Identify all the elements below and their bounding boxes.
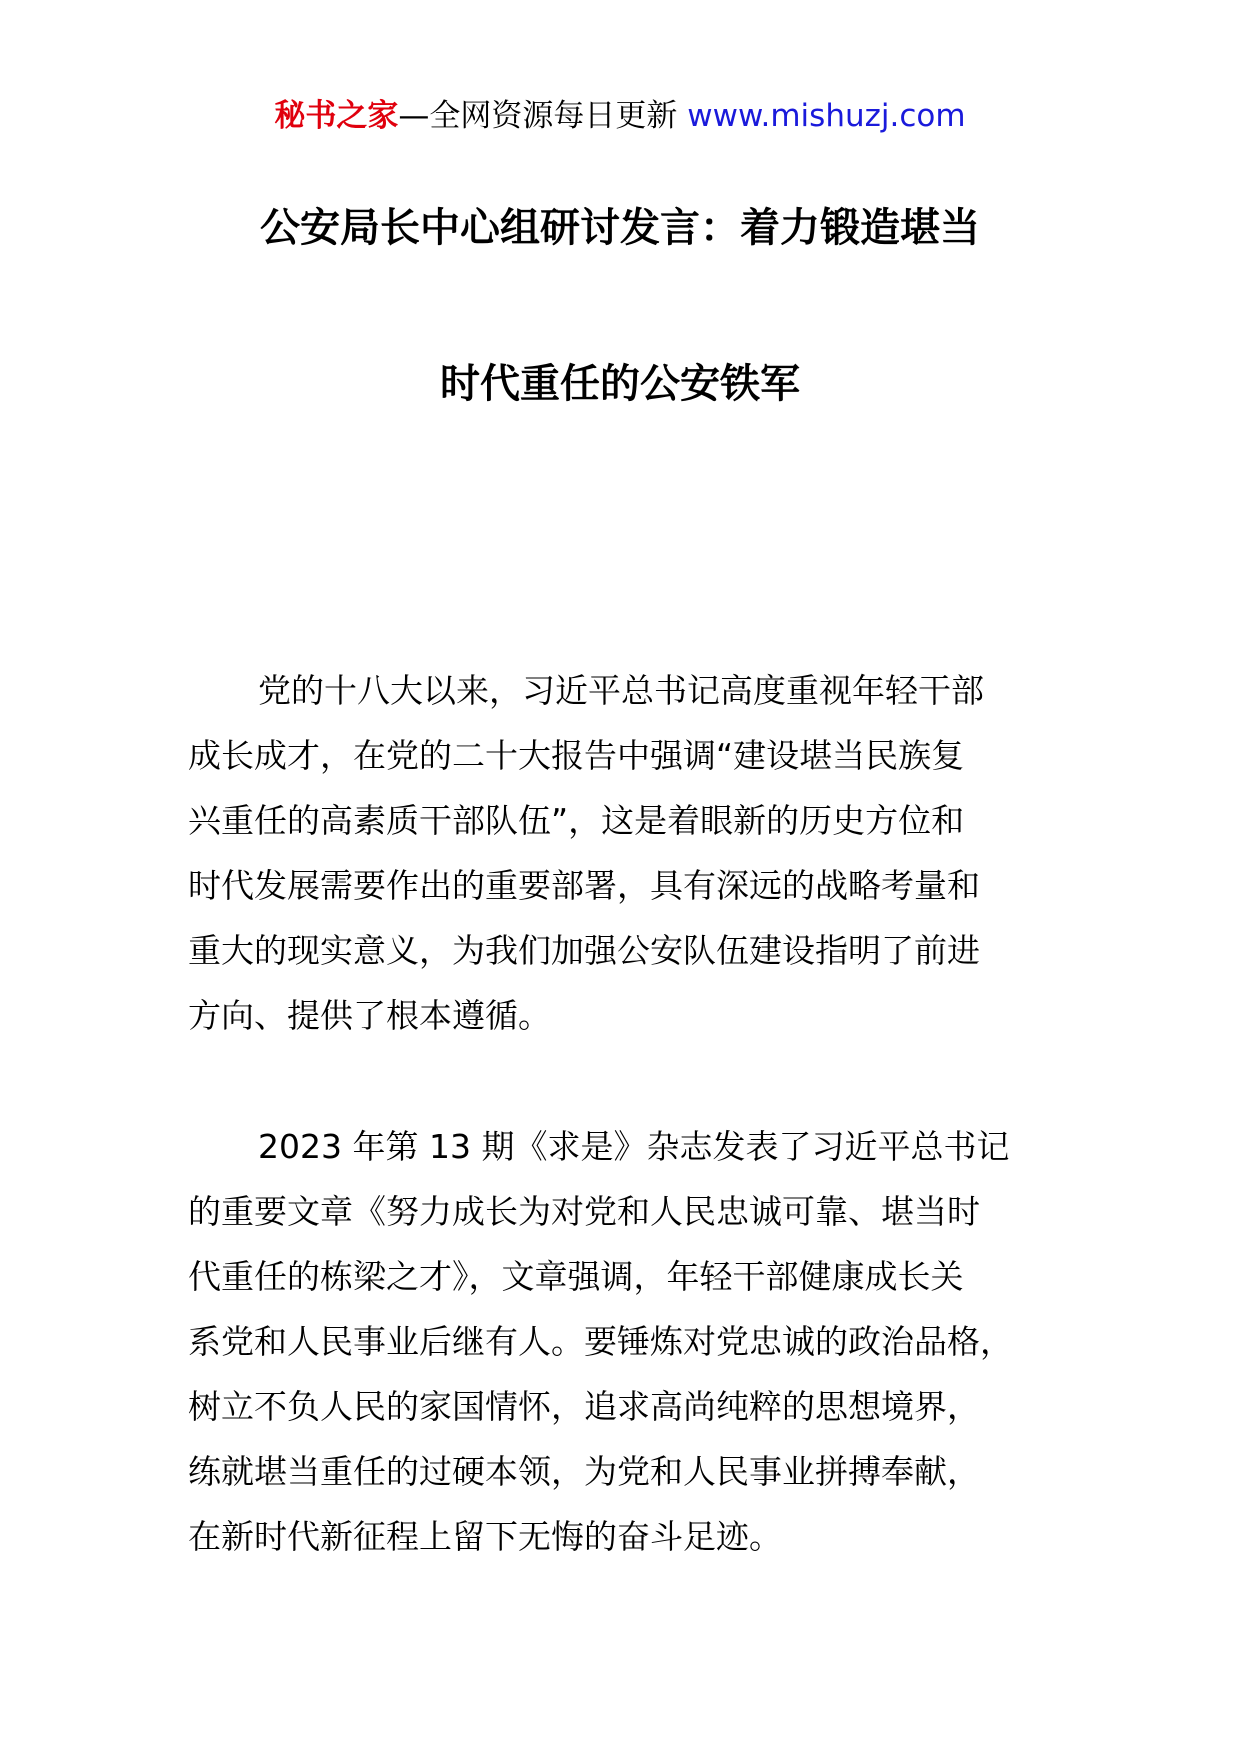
paragraph-line: 重大的现实意义，为我们加强公安队伍建设指明了前进 [188, 931, 980, 970]
paragraph-line: 成长成才，在党的二十大报告中强调“建设堪当民族复 [188, 736, 965, 775]
paragraph-line: 练就堪当重任的过硬本领，为党和人民事业拼搏奉献， [188, 1452, 980, 1491]
paragraph-line: 的重要文章《努力成长为对党和人民忠诚可靠、堪当时 [188, 1192, 980, 1231]
body-paragraph-2 [188, 1114, 1068, 1569]
paragraph-line: 2023 年第 13 期《求是》杂志发表了习近平总书记 [258, 1127, 1010, 1166]
paragraph-line: 在新时代新征程上留下无悔的奋斗足迹。 [188, 1517, 782, 1556]
site-header [0, 96, 1240, 136]
document-title-line-2: 时代重任的公安铁军 [440, 361, 800, 407]
paragraph-line: 系党和人民事业后继有人。要锤炼对党忠诚的政治品格， [188, 1322, 1013, 1361]
paragraph-line: 党的十八大以来，习近平总书记高度重视年轻干部 [258, 671, 984, 710]
body-paragraph-1 [188, 658, 1068, 1048]
paragraph-line: 代重任的栋梁之才》，文章强调，年轻干部健康成长关 [188, 1257, 964, 1296]
paragraph-line: 方向、提供了根本遵循。 [188, 996, 551, 1035]
paragraph-line: 时代发展需要作出的重要部署，具有深远的战略考量和 [188, 866, 980, 905]
paragraph-line: 兴重任的高素质干部队伍”，这是着眼新的历史方位和 [188, 801, 965, 840]
brand-name: 秘书之家 [274, 98, 399, 134]
header-tagline: —全网资源每日更新 [398, 98, 688, 134]
document-title-line-1: 公安局长中心组研讨发言：着力锻造堪当 [260, 205, 980, 251]
site-url-link[interactable]: www.mishuzj.com [687, 98, 966, 134]
paragraph-line: 树立不负人民的家国情怀，追求高尚纯粹的思想境界， [188, 1387, 980, 1426]
